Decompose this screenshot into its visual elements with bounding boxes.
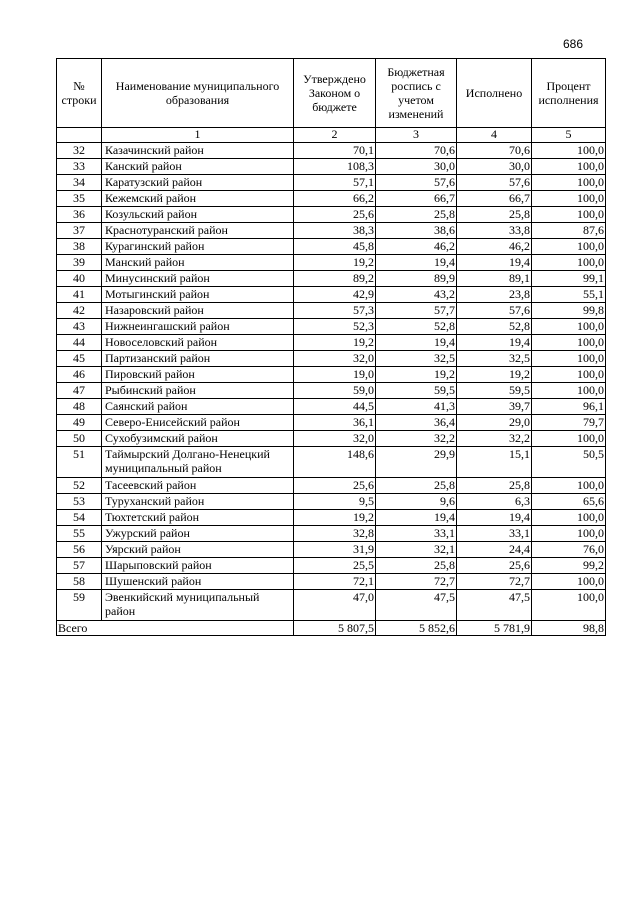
table-row [57,542,606,558]
row-number: 51 [57,447,102,478]
percent-value: 100,0 [532,335,606,351]
row-number: 47 [57,383,102,399]
table-row [57,431,606,447]
percent-value: 100,0 [532,207,606,223]
budget-value: 66,7 [376,191,457,207]
budget-value: 41,3 [376,399,457,415]
municipality-name: Козульский район [102,207,294,223]
table-row [57,399,606,415]
approved-value: 47,0 [294,590,376,621]
municipality-name: Партизанский район [102,351,294,367]
approved-value: 32,8 [294,526,376,542]
municipality-name: Минусинский район [102,271,294,287]
percent-value: 100,0 [532,239,606,255]
executed-value: 15,1 [457,447,532,478]
executed-value: 19,4 [457,255,532,271]
row-number: 52 [57,478,102,494]
approved-value: 36,1 [294,415,376,431]
row-number: 57 [57,558,102,574]
column-number [57,128,102,143]
municipality-name: Манский район [102,255,294,271]
municipality-name: Каратузский район [102,175,294,191]
table-row [57,319,606,335]
municipality-name: Уярский район [102,542,294,558]
budget-value: 25,8 [376,558,457,574]
table-row [57,239,606,255]
percent-value: 87,6 [532,223,606,239]
approved-value: 59,0 [294,383,376,399]
row-number: 37 [57,223,102,239]
row-number: 48 [57,399,102,415]
table-row [57,590,606,621]
table-row [57,175,606,191]
percent-value: 100,0 [532,143,606,159]
percent-value: 79,7 [532,415,606,431]
budget-value: 29,9 [376,447,457,478]
percent-value: 76,0 [532,542,606,558]
row-number: 35 [57,191,102,207]
approved-value: 25,5 [294,558,376,574]
budget-value: 9,6 [376,494,457,510]
executed-value: 19,4 [457,510,532,526]
budget-value: 70,6 [376,143,457,159]
budget-value: 36,4 [376,415,457,431]
percent-value: 100,0 [532,526,606,542]
total-row [57,621,606,636]
percent-value: 100,0 [532,255,606,271]
approved-value: 25,6 [294,478,376,494]
row-number: 43 [57,319,102,335]
table-row [57,271,606,287]
municipality-name: Нижнеингашский район [102,319,294,335]
budget-value: 19,2 [376,367,457,383]
municipality-name: Тюхтетский район [102,510,294,526]
table-row [57,223,606,239]
budget-value: 19,4 [376,335,457,351]
row-number: 55 [57,526,102,542]
approved-value: 25,6 [294,207,376,223]
executed-value: 59,5 [457,383,532,399]
executed-value: 46,2 [457,239,532,255]
budget-value: 32,2 [376,431,457,447]
column-number-row [57,128,606,143]
table-row [57,367,606,383]
executed-value: 39,7 [457,399,532,415]
table-row [57,351,606,367]
total-label: Всего [57,621,294,636]
executed-value: 70,6 [457,143,532,159]
table-body [57,143,606,621]
approved-value: 52,3 [294,319,376,335]
executed-value: 23,8 [457,287,532,303]
executed-value: 19,2 [457,367,532,383]
row-number: 36 [57,207,102,223]
municipality-name: Эвенкийский муниципальный район [102,590,294,621]
row-number: 46 [57,367,102,383]
row-number: 54 [57,510,102,526]
budget-value: 57,7 [376,303,457,319]
municipality-name: Шарыповский район [102,558,294,574]
table-row [57,415,606,431]
executed-value: 32,2 [457,431,532,447]
table-row [57,191,606,207]
budget-value: 43,2 [376,287,457,303]
approved-value: 9,5 [294,494,376,510]
approved-value: 32,0 [294,351,376,367]
percent-value: 100,0 [532,351,606,367]
budget-value: 19,4 [376,255,457,271]
percent-value: 99,8 [532,303,606,319]
municipality-name: Таймырский Долгано-Ненецкий муниципальный район [102,447,294,478]
percent-value: 96,1 [532,399,606,415]
column-number: 4 [457,128,532,143]
percent-value: 100,0 [532,191,606,207]
executed-value: 25,6 [457,558,532,574]
percent-value: 50,5 [532,447,606,478]
executed-value: 57,6 [457,175,532,191]
percent-value: 100,0 [532,478,606,494]
header-municipality-name: Наименование муниципального образования [102,59,294,128]
municipality-name: Северо-Енисейский район [102,415,294,431]
table-row [57,207,606,223]
budget-value: 25,8 [376,207,457,223]
total-percent: 98,8 [532,621,606,636]
percent-value: 100,0 [532,319,606,335]
executed-value: 6,3 [457,494,532,510]
executed-value: 25,8 [457,478,532,494]
table-row [57,255,606,271]
table-row [57,447,606,478]
column-number: 2 [294,128,376,143]
percent-value: 100,0 [532,574,606,590]
percent-value: 100,0 [532,431,606,447]
percent-value: 100,0 [532,159,606,175]
row-number: 50 [57,431,102,447]
municipality-name: Сухобузимский район [102,431,294,447]
header-approved: Утверждено Законом о бюджете [294,59,376,128]
percent-value: 100,0 [532,590,606,621]
row-number: 33 [57,159,102,175]
header-row-number: № строки [57,59,102,128]
approved-value: 89,2 [294,271,376,287]
budget-value: 46,2 [376,239,457,255]
table-row [57,143,606,159]
page-number: 686 [563,37,584,51]
budget-value: 25,8 [376,478,457,494]
municipality-name: Ужурский район [102,526,294,542]
percent-value: 100,0 [532,367,606,383]
table-row [57,510,606,526]
percent-value: 55,1 [532,287,606,303]
executed-value: 19,4 [457,335,532,351]
table-row [57,478,606,494]
municipality-name: Новоселовский район [102,335,294,351]
municipality-name: Канский район [102,159,294,175]
municipality-name: Казачинский район [102,143,294,159]
percent-value: 99,1 [532,271,606,287]
approved-value: 32,0 [294,431,376,447]
municipality-name: Краснотуранский район [102,223,294,239]
municipality-name: Рыбинский район [102,383,294,399]
executed-value: 33,1 [457,526,532,542]
municipality-name: Туруханский район [102,494,294,510]
municipality-name: Саянский район [102,399,294,415]
executed-value: 72,7 [457,574,532,590]
executed-value: 47,5 [457,590,532,621]
approved-value: 44,5 [294,399,376,415]
approved-value: 19,0 [294,367,376,383]
header-executed: Исполнено [457,59,532,128]
row-number: 49 [57,415,102,431]
table-row [57,303,606,319]
table-row [57,287,606,303]
column-number: 1 [102,128,294,143]
approved-value: 45,8 [294,239,376,255]
percent-value: 99,2 [532,558,606,574]
budget-value: 30,0 [376,159,457,175]
table-row [57,558,606,574]
row-number: 40 [57,271,102,287]
budget-table [56,58,606,636]
executed-value: 29,0 [457,415,532,431]
row-number: 41 [57,287,102,303]
header-budget-schedule: Бюджетная роспись с учетом изменений [376,59,457,128]
row-number: 56 [57,542,102,558]
table-row [57,383,606,399]
row-number: 34 [57,175,102,191]
percent-value: 100,0 [532,175,606,191]
executed-value: 25,8 [457,207,532,223]
budget-value: 19,4 [376,510,457,526]
table-row [57,494,606,510]
approved-value: 19,2 [294,510,376,526]
budget-value: 38,6 [376,223,457,239]
municipality-name: Пировский район [102,367,294,383]
municipality-name: Кежемский район [102,191,294,207]
percent-value: 65,6 [532,494,606,510]
budget-value: 59,5 [376,383,457,399]
approved-value: 70,1 [294,143,376,159]
approved-value: 57,1 [294,175,376,191]
percent-value: 100,0 [532,383,606,399]
budget-value: 33,1 [376,526,457,542]
column-number: 5 [532,128,606,143]
budget-value: 32,1 [376,542,457,558]
total-executed: 5 781,9 [457,621,532,636]
budget-value: 89,9 [376,271,457,287]
table-row [57,159,606,175]
executed-value: 32,5 [457,351,532,367]
budget-value: 47,5 [376,590,457,621]
executed-value: 24,4 [457,542,532,558]
executed-value: 33,8 [457,223,532,239]
approved-value: 19,2 [294,255,376,271]
column-number: 3 [376,128,457,143]
row-number: 32 [57,143,102,159]
municipality-name: Тасеевский район [102,478,294,494]
approved-value: 72,1 [294,574,376,590]
approved-value: 31,9 [294,542,376,558]
row-number: 59 [57,590,102,621]
percent-value: 100,0 [532,510,606,526]
approved-value: 42,9 [294,287,376,303]
budget-value: 72,7 [376,574,457,590]
table-row [57,335,606,351]
municipality-name: Курагинский район [102,239,294,255]
total-budget: 5 852,6 [376,621,457,636]
municipality-name: Мотыгинский район [102,287,294,303]
executed-value: 52,8 [457,319,532,335]
row-number: 45 [57,351,102,367]
row-number: 58 [57,574,102,590]
row-number: 38 [57,239,102,255]
budget-value: 57,6 [376,175,457,191]
row-number: 44 [57,335,102,351]
approved-value: 57,3 [294,303,376,319]
total-approved: 5 807,5 [294,621,376,636]
executed-value: 66,7 [457,191,532,207]
table-row [57,574,606,590]
municipality-name: Шушенский район [102,574,294,590]
budget-value: 52,8 [376,319,457,335]
row-number: 53 [57,494,102,510]
approved-value: 148,6 [294,447,376,478]
budget-value: 32,5 [376,351,457,367]
row-number: 39 [57,255,102,271]
executed-value: 89,1 [457,271,532,287]
approved-value: 19,2 [294,335,376,351]
executed-value: 57,6 [457,303,532,319]
approved-value: 108,3 [294,159,376,175]
row-number: 42 [57,303,102,319]
executed-value: 30,0 [457,159,532,175]
table-row [57,526,606,542]
municipality-name: Назаровский район [102,303,294,319]
header-percent: Процент исполнения [532,59,606,128]
approved-value: 38,3 [294,223,376,239]
approved-value: 66,2 [294,191,376,207]
table-header-row [57,59,606,128]
